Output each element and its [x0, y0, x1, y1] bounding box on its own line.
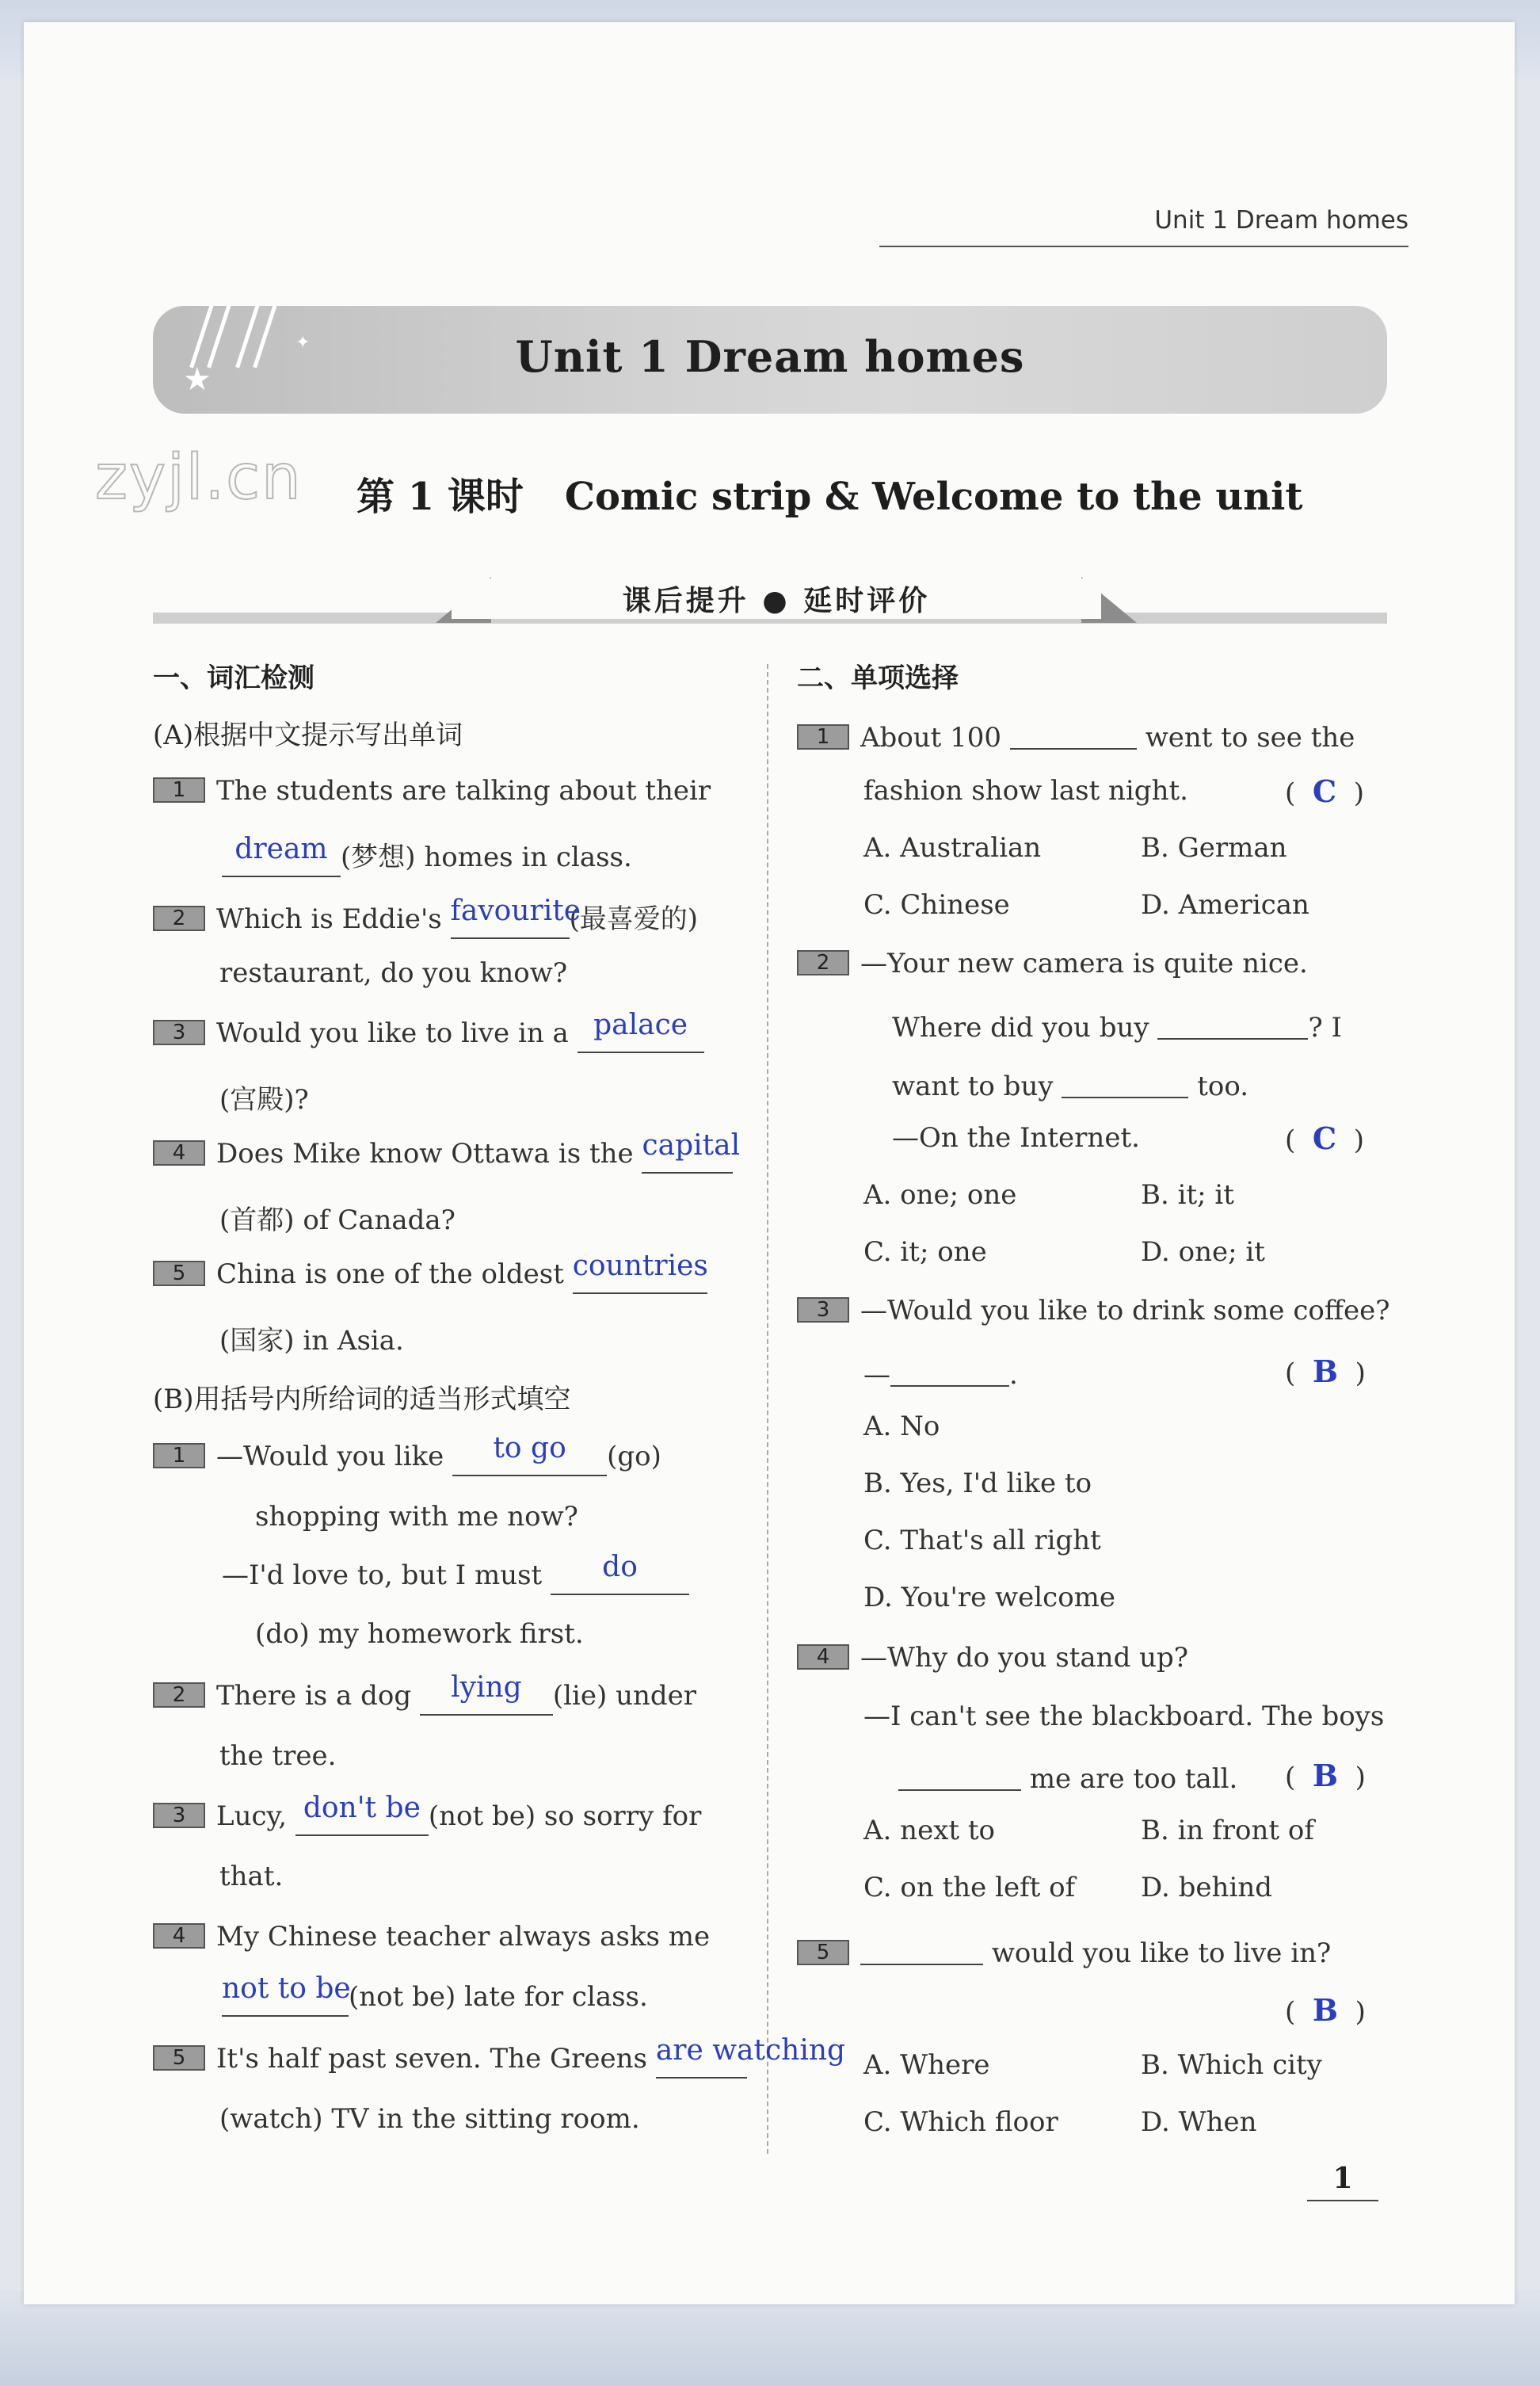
option-a[interactable]: A. next to: [863, 1815, 995, 1846]
answer-blank[interactable]: capital: [642, 1140, 733, 1174]
column-divider: [767, 664, 768, 2154]
choice-q5-answer: ( B ): [1285, 1992, 1366, 2028]
scan-border-bottom: [0, 2290, 1540, 2386]
question-number: 1: [153, 777, 205, 803]
section-title: 课后提升 ● 延时评价: [452, 578, 1101, 619]
choice-q3-answer: ( B ): [1285, 1353, 1366, 1389]
answer-blank[interactable]: palace: [578, 1020, 704, 1053]
vocab-a-q4: 4 Does Mike know Ottawa is the capital: [153, 1138, 733, 1174]
answer-blank[interactable]: are watching: [656, 2045, 747, 2079]
lesson-name: Comic strip & Welcome to the unit: [564, 475, 1303, 519]
option-b[interactable]: B. it; it: [1141, 1179, 1234, 1211]
lesson-number: 第 1 课时: [356, 475, 524, 519]
vocab-a-q5-line2: (国家) in Asia.: [219, 1325, 404, 1357]
option-d[interactable]: D. American: [1141, 889, 1309, 921]
sparkle-icon: ✦: [295, 333, 311, 353]
option-c[interactable]: C. Which floor: [863, 2106, 1058, 2138]
option-c[interactable]: C. on the left of: [863, 1872, 1076, 1903]
option-c[interactable]: C. That's all right: [863, 1525, 1101, 1556]
choice-q2-answer: ( C ): [1285, 1120, 1365, 1156]
unit-banner: [153, 306, 1387, 414]
option-b[interactable]: B. Which city: [1141, 2049, 1322, 2081]
vocab-b-q5: 5 It's half past seven. The Greens are watching: [153, 2043, 747, 2079]
page-number: 1: [1307, 2162, 1378, 2201]
option-c[interactable]: C. Chinese: [863, 889, 1010, 921]
option-d[interactable]: D. When: [1141, 2106, 1257, 2138]
choice-q3-line2: — .: [863, 1353, 1018, 1391]
choice-q2-line3: want to buy too.: [892, 1065, 1248, 1102]
vocab-a-q5: 5 China is one of the oldest countries: [153, 1258, 707, 1294]
part-b-instruction: (B)用括号内所给词的适当形式填空: [153, 1384, 571, 1415]
vocab-b-q2-line2: the tree.: [219, 1740, 337, 1772]
choice-q4: 4 —Why do you stand up?: [797, 1642, 1188, 1674]
option-a[interactable]: A. Where: [863, 2049, 990, 2081]
choice-q2: 2 —Your new camera is quite nice.: [797, 948, 1308, 979]
choice-q4-answer: ( B ): [1285, 1758, 1366, 1793]
vocab-a-q3: 3 Would you like to live in a palace: [153, 1017, 704, 1053]
vocab-b-q3: 3 Lucy, don't be (not be) so sorry for: [153, 1800, 701, 1836]
answer-blank[interactable]: lying: [420, 1682, 553, 1716]
vocab-heading: 一、词汇检测: [153, 662, 314, 694]
answer-blank[interactable]: countries: [573, 1261, 707, 1294]
workbook-page: [24, 22, 1515, 2304]
answer-blank[interactable]: to go: [452, 1443, 607, 1476]
vocab-b-q1-line2: shopping with me now?: [255, 1501, 578, 1533]
choice-q2-line2: Where did you buy ? I: [892, 1006, 1342, 1044]
choice-q1-answer: ( C ): [1285, 773, 1365, 809]
unit-title: Unit 1 Dream homes: [515, 331, 1025, 382]
vocab-a-q4-line2: (首都) of Canada?: [219, 1204, 456, 1236]
vocab-a-q3-line2: (宫殿)?: [219, 1084, 309, 1116]
choice-q5: 5 would you like to live in?: [797, 1932, 1331, 1969]
vocab-a-q1-line2: dream (梦想) homes in class.: [222, 835, 632, 877]
vocab-b-q4: 4 My Chinese teacher always asks me: [153, 1921, 710, 1953]
vocab-b-q2: 2 There is a dog lying (lie) under: [153, 1680, 696, 1716]
vocab-b-q1-line3: —I'd love to, but I must do: [222, 1559, 689, 1595]
vocab-b-q4-line2: not to be(not be) late for class.: [222, 1981, 648, 2017]
choice-heading: 二、单项选择: [797, 662, 959, 694]
answer-blank[interactable]: dream: [222, 844, 341, 877]
part-a-instruction: (A)根据中文提示写出单词: [153, 720, 463, 751]
answer-blank[interactable]: don't be: [295, 1803, 429, 1836]
vocab-a-q2-line2: restaurant, do you know?: [219, 957, 568, 989]
running-head-rule: [879, 246, 1408, 247]
option-a[interactable]: A. one; one: [863, 1179, 1017, 1211]
lesson-title: [356, 466, 1303, 521]
watermark: zyjl.cn: [95, 442, 303, 513]
vocab-b-q5-line2: (watch) TV in the sitting room.: [219, 2103, 640, 2135]
option-b[interactable]: B. Yes, I'd like to: [863, 1468, 1092, 1499]
option-b[interactable]: B. German: [1141, 832, 1287, 864]
vocab-a-q2: 2 Which is Eddie's favourite(最喜爱的): [153, 897, 698, 939]
answer-blank[interactable]: not to be: [222, 1983, 349, 2017]
star-icon: ★: [183, 361, 212, 398]
choice-q4-line2: —I can't see the blackboard. The boys: [863, 1701, 1385, 1732]
choice-q1: 1 About 100 went to see the: [797, 716, 1355, 754]
running-head: Unit 1 Dream homes: [1154, 206, 1408, 235]
option-a[interactable]: A. Australian: [863, 832, 1042, 864]
option-c[interactable]: C. it; one: [863, 1236, 987, 1268]
choice-q3: 3 —Would you like to drink some coffee?: [797, 1295, 1389, 1327]
answer-blank[interactable]: do: [551, 1562, 689, 1595]
vocab-a-q1: 1 The students are talking about their: [153, 775, 711, 807]
option-d[interactable]: D. You're welcome: [863, 1582, 1116, 1613]
choice-q4-line3: me are too tall.: [898, 1758, 1237, 1795]
option-a[interactable]: A. No: [863, 1411, 940, 1442]
vocab-b-q1: 1 —Would you like to go (go): [153, 1441, 661, 1476]
option-d[interactable]: D. behind: [1141, 1872, 1272, 1903]
option-b[interactable]: B. in front of: [1141, 1815, 1314, 1846]
vocab-b-q3-line2: that.: [219, 1861, 284, 1892]
choice-q2-line4: —On the Internet.: [892, 1122, 1140, 1154]
choice-q1-line2: fashion show last night.: [863, 775, 1188, 807]
answer-blank[interactable]: favourite: [451, 906, 570, 939]
vocab-b-q1-line4: (do) my homework first.: [255, 1618, 584, 1650]
option-d[interactable]: D. one; it: [1141, 1236, 1265, 1268]
